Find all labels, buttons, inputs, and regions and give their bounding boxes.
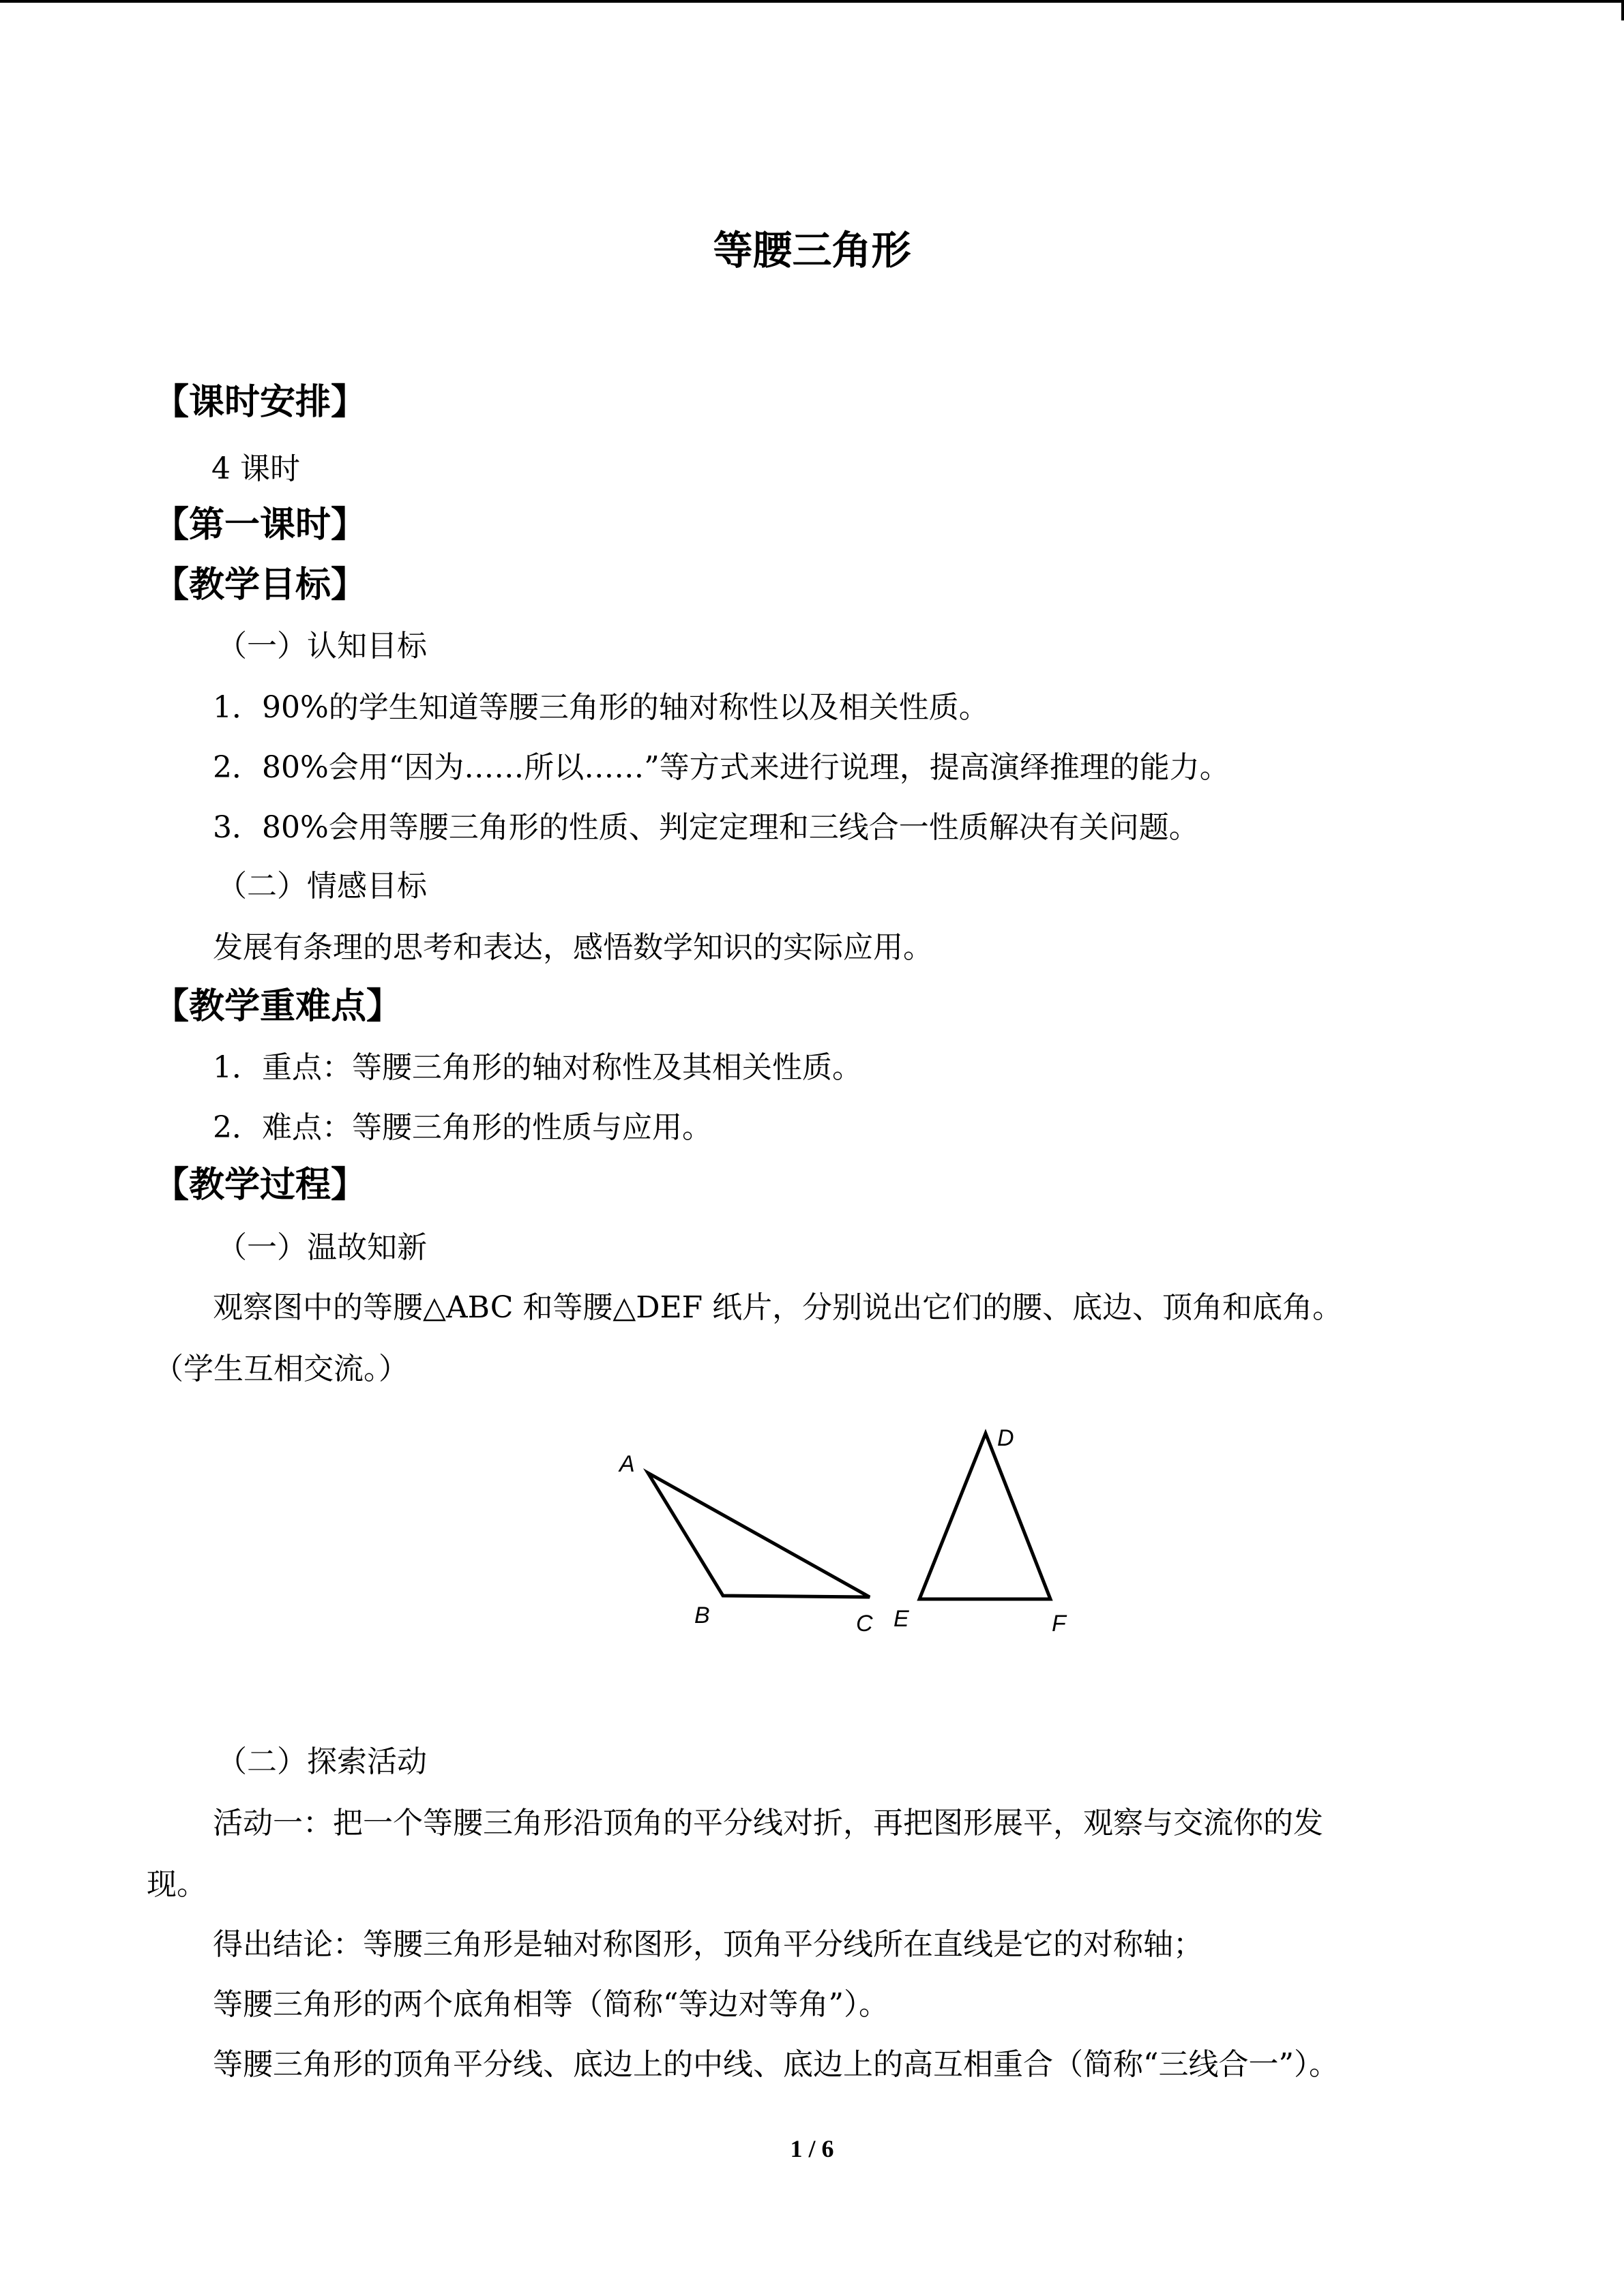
conclusion-2: 等腰三角形的两个底角相等（简称“等边对等角”）。: [213, 1987, 889, 2022]
label-c: C: [856, 1611, 873, 1637]
goal-item-2: 2．80%会用“因为……所以……”等方式来进行说理，提高演绎推理的能力。: [213, 750, 1230, 785]
emotion-goal-text: 发展有条理的思考和表达，感悟数学知识的实际应用。: [213, 930, 933, 965]
review-text-line-1: 观察图中的等腰△ABC 和等腰△DEF 纸片，分别说出它们的腰、底边、顶角和底角。: [213, 1290, 1343, 1325]
label-d: D: [997, 1425, 1014, 1451]
activity-line-2: 现。: [147, 1867, 207, 1902]
process-heading: 【教学过程】: [153, 1165, 367, 1206]
document-title: 等腰三角形: [713, 227, 911, 273]
emotion-goal-heading: （二）情感目标: [217, 869, 427, 904]
review-text-line-2: （学生互相交流。）: [153, 1352, 409, 1386]
review-heading: （一）温故知新: [217, 1230, 427, 1265]
label-b: B: [694, 1602, 710, 1628]
key-point-2: 2．难点：等腰三角形的性质与应用。: [213, 1110, 712, 1145]
goals-heading: 【教学目标】: [153, 565, 367, 606]
key-point-1: 1．重点：等腰三角形的轴对称性及其相关性质。: [213, 1050, 862, 1085]
lesson-heading: 【第一课时】: [153, 505, 367, 546]
goal-item-1: 1．90%的学生知道等腰三角形的轴对称性以及相关性质。: [213, 690, 989, 725]
key-points-heading: 【教学重难点】: [153, 986, 402, 1027]
page-number: 1 / 6: [790, 2135, 834, 2162]
goal-item-3: 3．80%会用等腰三角形的性质、判定定理和三线合一性质解决有关问题。: [213, 810, 1199, 845]
triangle-abc: [648, 1473, 870, 1597]
conclusion-1: 得出结论：等腰三角形是轴对称图形，顶角平分线所在直线是它的对称轴；: [213, 1927, 1203, 1962]
label-e: E: [894, 1606, 909, 1632]
schedule-heading: 【课时安排】: [153, 382, 367, 423]
schedule-text: 4 课时: [211, 451, 300, 486]
triangle-def: [919, 1433, 1050, 1599]
right-border-mark: [1621, 0, 1624, 20]
label-a: A: [619, 1451, 635, 1477]
cognitive-goal-heading: （一）认知目标: [217, 629, 427, 664]
activity-line-1: 活动一：把一个等腰三角形沿顶角的平分线对折，再把图形展平，观察与交流你的发: [213, 1806, 1323, 1840]
conclusion-3: 等腰三角形的顶角平分线、底边上的中线、底边上的高互相重合（简称“三线合一”）。: [213, 2047, 1339, 2082]
triangles-figure: [600, 1418, 1091, 1650]
explore-heading: （二）探索活动: [217, 1744, 427, 1779]
top-border: [0, 0, 1624, 3]
label-f: F: [1052, 1611, 1066, 1637]
